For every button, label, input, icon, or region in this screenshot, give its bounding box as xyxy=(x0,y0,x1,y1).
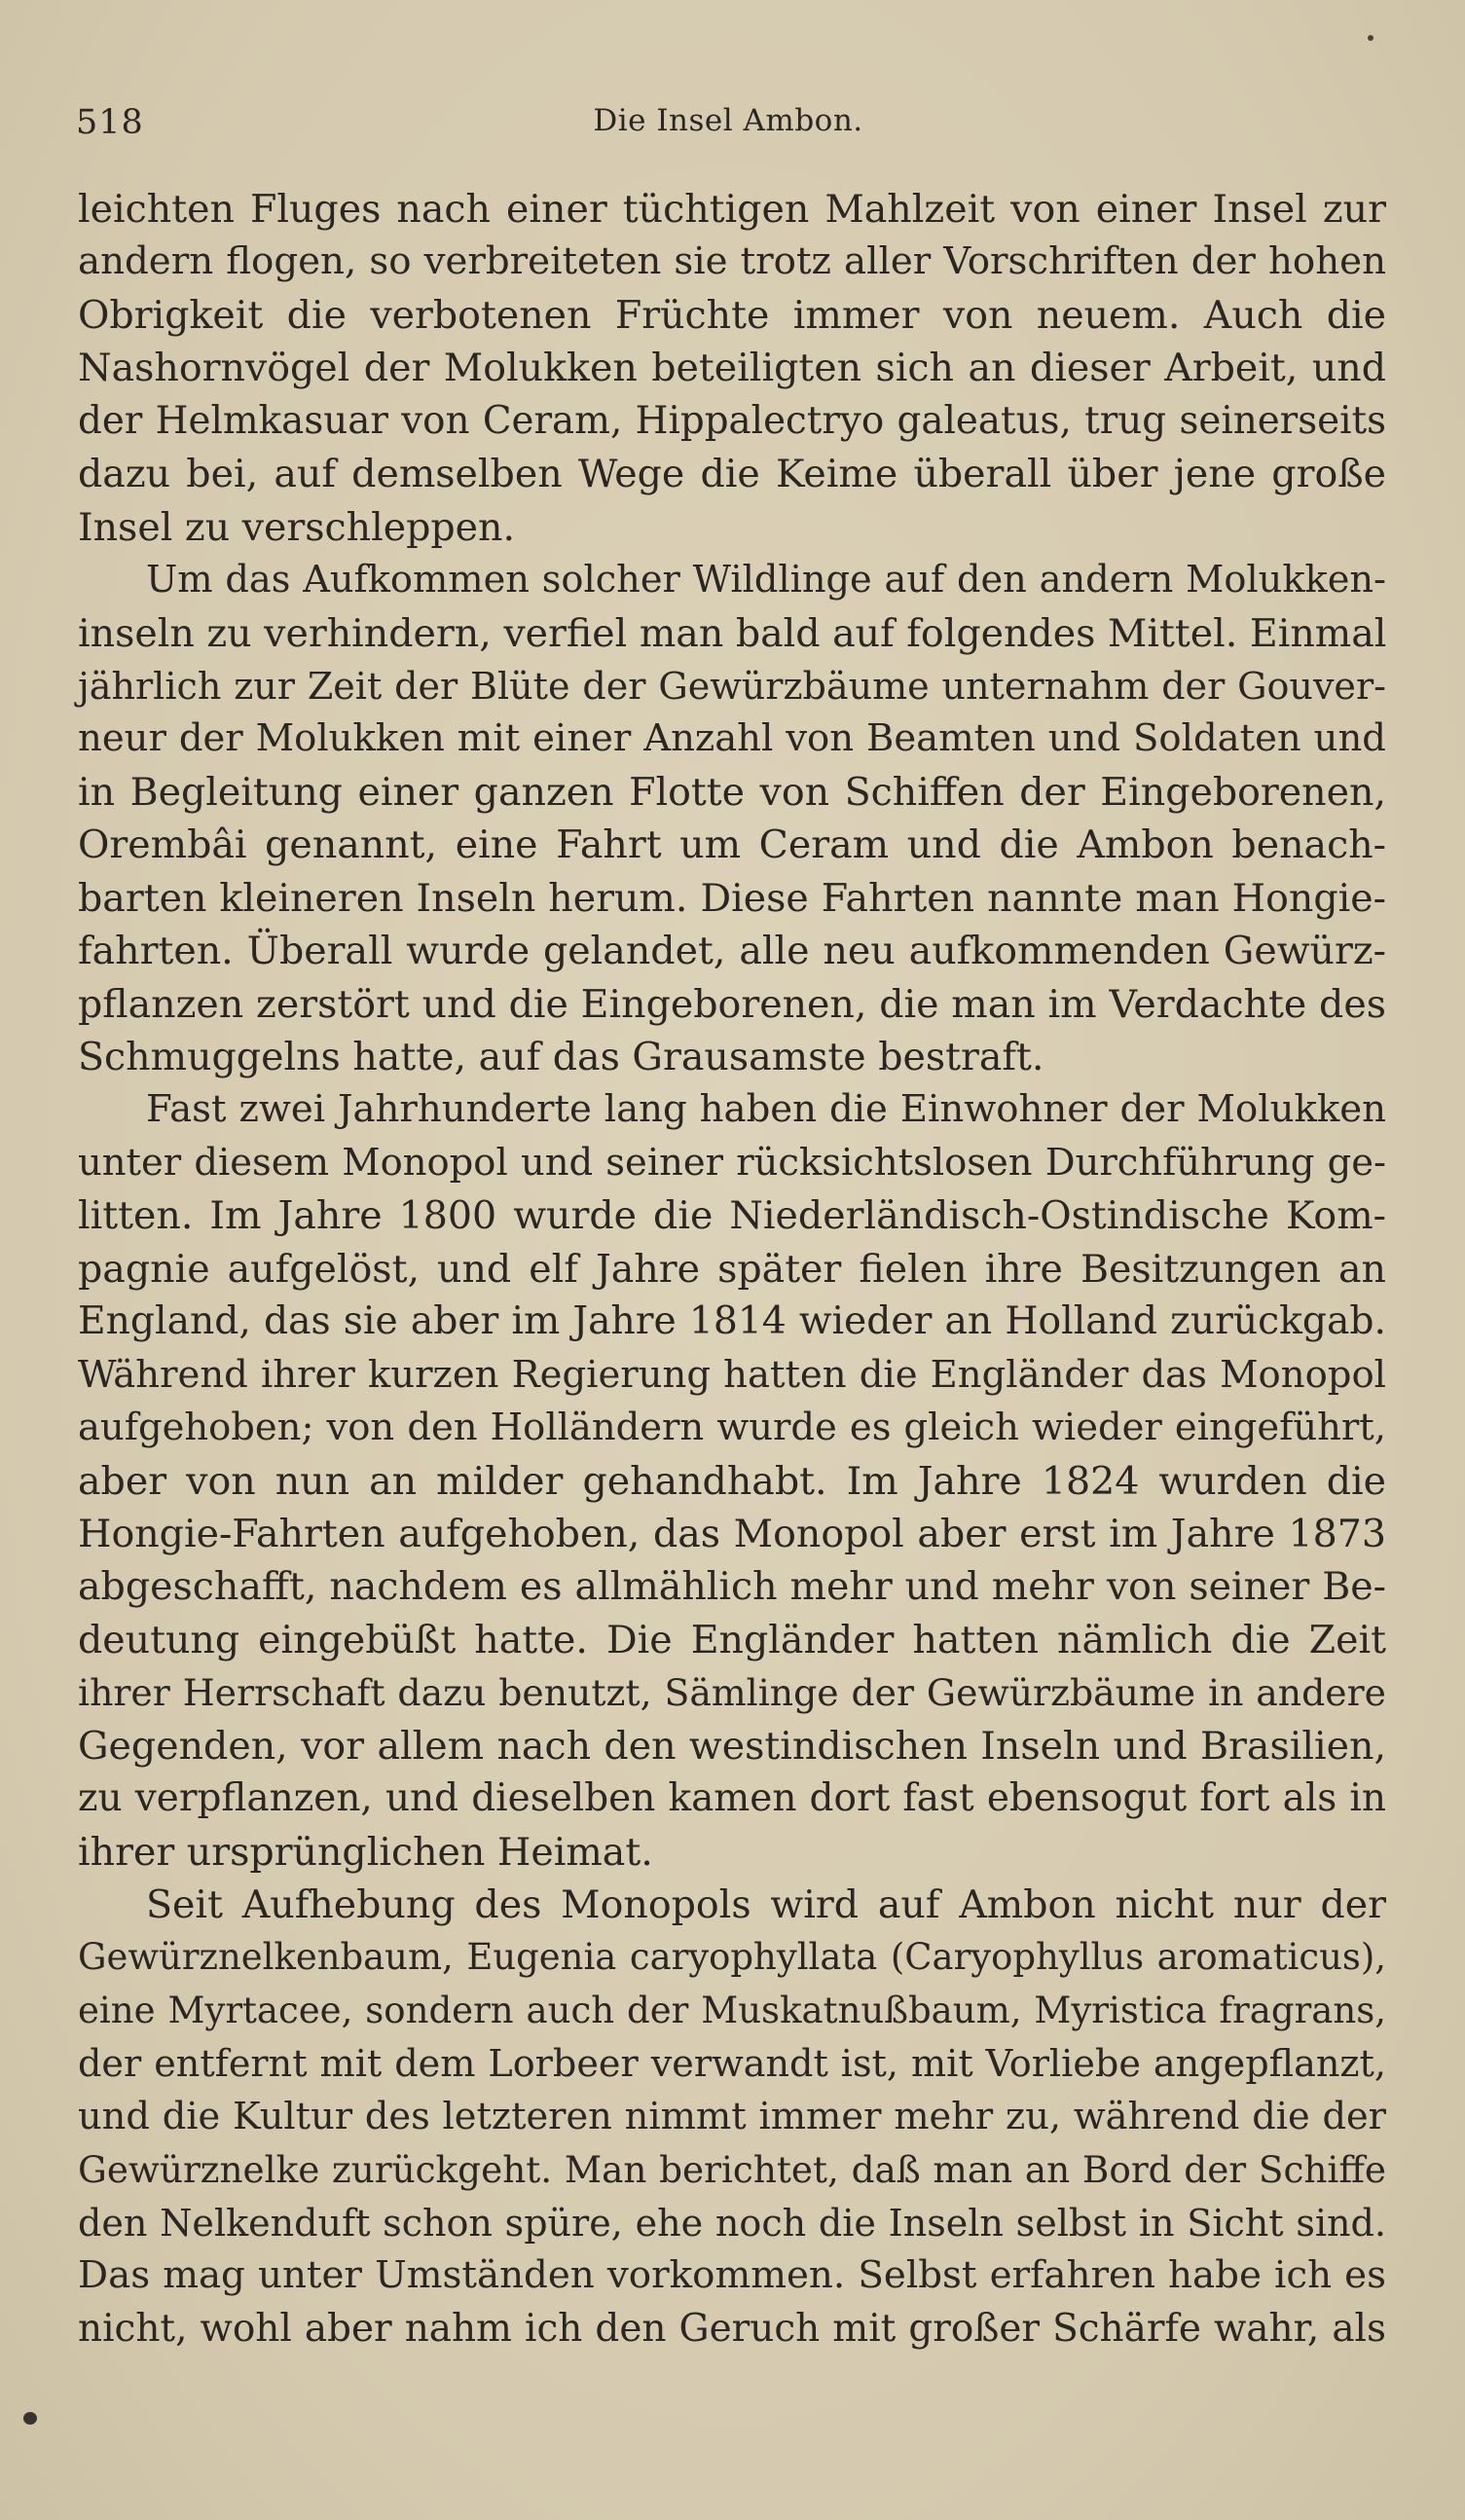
text-line: Gegenden, vor allem nach den westindischen Inseln und Brasilien, xyxy=(78,1723,1386,1769)
text-line: ihrer Herrschaft dazu benutzt, Sämlinge der Gewürzbäume in andere xyxy=(78,1671,1386,1715)
text-line: andern flogen, so verbreiteten sie trotz aller Vorschriften der hohen xyxy=(78,239,1386,284)
text-line: Obrigkeit die verbotenen Früchte immer von neuem. Auch die xyxy=(78,292,1386,338)
text-line: Seit Aufhebung des Monopols wird auf Ambon nicht nur der xyxy=(146,1882,1386,1927)
text-line: leichten Fluges nach einer tüchtigen Mahlzeit von einer Insel zur xyxy=(78,187,1386,232)
text-line: fahrten. Überall wurde gelandet, alle neu aufkommenden Gewürz- xyxy=(78,929,1386,974)
ink-speck xyxy=(23,2412,37,2425)
text-line: Insel zu verschleppen. xyxy=(78,504,516,550)
text-line: Fast zwei Jahrhunderte lang haben die Einwohner der Molukken xyxy=(146,1087,1386,1132)
page-number: 518 xyxy=(76,103,144,142)
text-line: der entfernt mit dem Lorbeer verwandt ist, mit Vorliebe angepflanzt, xyxy=(78,2042,1386,2086)
text-line: England, das sie aber im Jahre 1814 wieder an Holland zurückgab. xyxy=(78,1299,1386,1344)
text-line: neur der Molukken mit einer Anzahl von Beamten und Soldaten und xyxy=(78,716,1386,761)
text-line: Das mag unter Umständen vorkommen. Selbst erfahren habe ich es xyxy=(78,2253,1386,2298)
page-header xyxy=(76,103,1380,152)
text-line: aufgehoben; von den Holländern wurde es gleich wieder eingeführt, xyxy=(78,1406,1386,1450)
text-line: aber von nun an milder gehandhabt. Im Jahre 1824 wurden die xyxy=(78,1458,1386,1504)
text-line: inseln zu verhindern, verfiel man bald auf folgendes Mittel. Einmal xyxy=(78,610,1387,656)
text-line: in Begleitung einer ganzen Flotte von Schiffen der Eingeborenen, xyxy=(78,769,1386,815)
text-line: dazu bei, auf demselben Wege die Keime überall über jene große xyxy=(78,452,1386,497)
text-line: den Nelkenduft schon spüre, ehe noch die Inseln selbst in Sicht sind. xyxy=(78,2201,1386,2245)
running-title: Die Insel Ambon. xyxy=(593,103,863,138)
text-line: pagnie aufgelöst, und elf Jahre später fielen ihre Besitzungen an xyxy=(78,1246,1386,1292)
text-line: barten kleineren Inseln herum. Diese Fahrten nannte man Hongie- xyxy=(78,875,1386,921)
text-line: deutung eingebüßt hatte. Die Engländer hatten nämlich die Zeit xyxy=(78,1617,1386,1662)
text-line: litten. Im Jahre 1800 wurde die Niederländisch-Ostindische Kom- xyxy=(78,1193,1386,1239)
text-line: jährlich zur Zeit der Blüte der Gewürzbäume unternahm der Gouver- xyxy=(78,664,1386,708)
text-line: zu verpflanzen, und dieselben kamen dort fast ebensogut fort als in xyxy=(78,1776,1386,1821)
text-line: abgeschafft, nachdem es allmählich mehr und mehr von seiner Be- xyxy=(78,1564,1386,1610)
text-line: pflanzen zerstört und die Eingeborenen, die man im Verdachte des xyxy=(78,981,1386,1027)
text-line: Gewürznelkenbaum, Eugenia caryophyllata (Caryophyllus aromaticus), xyxy=(78,1936,1386,1979)
text-line: der Helmkasuar von Ceram, Hippalectryo galeatus, trug seinerseits xyxy=(78,398,1386,443)
body-text xyxy=(78,183,1386,2356)
text-line: Um das Aufkommen solcher Wildlinge auf den andern Molukken- xyxy=(146,558,1386,603)
text-line: Hongie-Fahrten aufgehoben, das Monopol aber erst im Jahre 1873 xyxy=(78,1511,1386,1556)
text-line: ihrer ursprünglichen Heimat. xyxy=(78,1829,653,1875)
text-line: Nashornvögel der Molukken beteiligten sich an dieser Arbeit, und xyxy=(78,346,1386,391)
text-line: und die Kultur des letzteren nimmt immer mehr zu, während die der xyxy=(78,2094,1386,2138)
text-line: Gewürznelke zurückgeht. Man berichtet, daß man an Bord der Schiffe xyxy=(78,2148,1386,2192)
ink-speck xyxy=(1368,35,1373,41)
text-line: eine Myrtacee, sondern auch der Muskatnußbaum, Myristica fragrans, xyxy=(78,1989,1386,2031)
text-line: Während ihrer kurzen Regierung hatten die Engländer das Monopol xyxy=(78,1352,1386,1397)
text-line: Orembâi genannt, eine Fahrt um Ceram und die Ambon benach- xyxy=(78,822,1386,868)
text-line: nicht, wohl aber nahm ich den Geruch mit großer Schärfe wahr, als xyxy=(78,2306,1386,2351)
text-line: Schmuggelns hatte, auf das Grausamste bestraft. xyxy=(78,1035,1044,1079)
text-line: unter diesem Monopol und seiner rücksichtslosen Durchführung ge- xyxy=(78,1140,1386,1185)
